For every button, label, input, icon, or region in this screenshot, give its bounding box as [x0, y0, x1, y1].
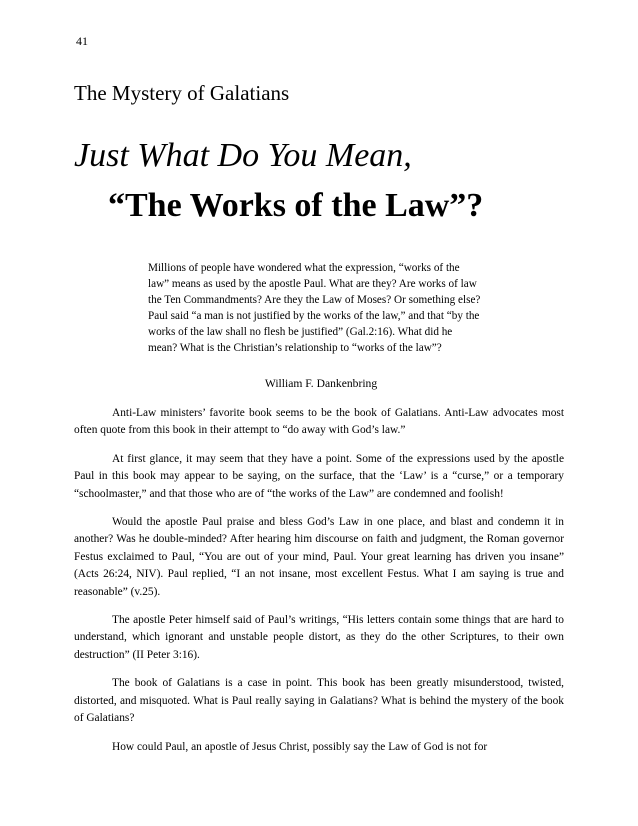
article-title-line-1: Just What Do You Mean, [74, 137, 412, 174]
article-title-line-2: “The Works of the Law”? [108, 187, 484, 224]
abstract: Millions of people have wondered what the expression, “works of the law” means as used by the apostle Paul. What are they? Are works of law the Ten Commandments? Are they the Law of Moses? Or something else? Paul said “a man is not justified by the works of the law,” and that “by the works of the law shall no flesh be justified” (Gal.2:16). What did he mean? What is the Christian’s relationship to “works of the law”? [148, 262, 481, 354]
body-paragraph: How could Paul, an apostle of Jesus Christ, possibly say the Law of God is not for [112, 740, 488, 753]
body-paragraph: Would the apostle Paul praise and bless God’s Law in one place, and blast and condemn it in another? Was he double-minded? After hearing him discourse on faith and judgment, the Roman governor Festus exclaimed to Paul, “You are out of your mind, Paul. Your great learning has driven you insane” (Acts 26:24, NIV). Paul replied, “I an not insane, most excellent Festus. What I am saying is true and reasonable” (v.25). [74, 516, 564, 598]
body-paragraph: The book of Galatians is a case in point. This book has been greatly misunderstood, twisted, distorted, and misquoted. What is Paul really saying in Galatians? What is behind the mystery of the book of Galatians? [74, 677, 564, 725]
section-title: The Mystery of Galatians [74, 81, 290, 105]
author-byline: William F. Dankenbring [264, 377, 378, 390]
page-number: 41 [76, 34, 88, 48]
body-paragraph: The apostle Peter himself said of Paul’s writings, “His letters contain some things that are hard to understand, which ignorant and unstable people distort, as they do the other Scriptures, to their own destruction” (II Peter 3:16). [74, 614, 564, 661]
body-paragraph: At first glance, it may seem that they have a point. Some of the expressions used by the apostle Paul in this book may appear to be saying, on the surface, that the ‘Law’ is a “curse,” or a temporary “schoolmaster,” and that those who are of “the works of the Law” are condemned and foolish! [74, 452, 564, 500]
body-paragraph: Anti-Law ministers’ favorite book seems to be the book of Galatians. Anti-Law advocates most often quote from this book in their attempt to “do away with God’s law.” [74, 407, 564, 437]
article-body [74, 405, 564, 756]
